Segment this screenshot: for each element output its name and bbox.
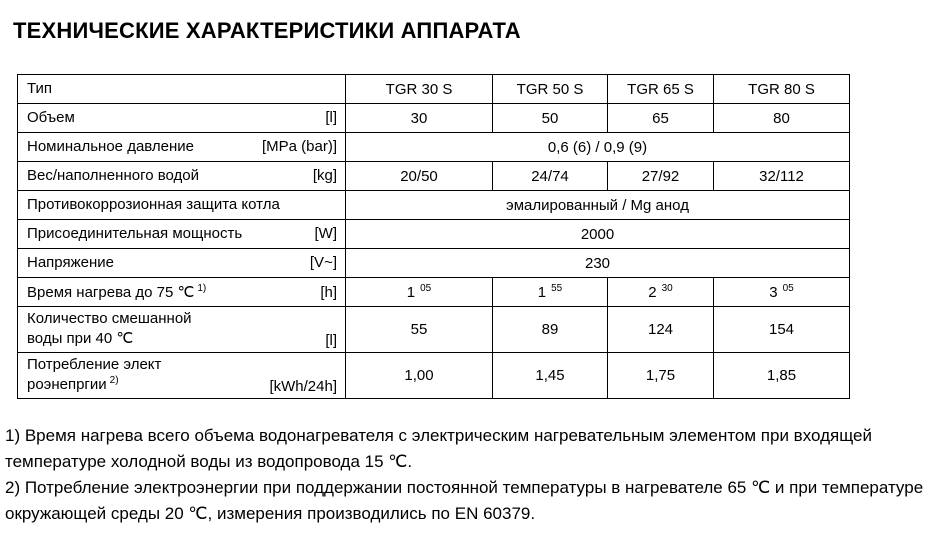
spec-table (17, 74, 850, 399)
spec-unit: [MPa (bar)] (261, 138, 337, 155)
table-row-volume (18, 104, 850, 133)
spec-value: 2 $^{30}$ (608, 278, 714, 307)
spec-label-cell (18, 162, 346, 191)
footnote-1: 1) Время нагрева всего объема водонагревателя с электрическим нагревательным элементом при входящей температуре холодной воды из водопровода 15 ℃. (5, 426, 872, 471)
spec-value: 230 (346, 249, 850, 278)
spec-label-cell (18, 220, 346, 249)
table-row-consumption (18, 353, 850, 399)
spec-label: Тип (27, 80, 53, 97)
spec-label: Количество смешанной воды при 40 ℃ (27, 310, 192, 347)
model-name: TGR 30 S (346, 75, 493, 104)
table-row-weight (18, 162, 850, 191)
spec-unit: [W] (314, 225, 337, 242)
table-row-pressure (18, 133, 850, 162)
spec-value: 30 (346, 104, 493, 133)
spec-value: 27/92 (608, 162, 714, 191)
page-title: ТЕХНИЧЕСКИЕ ХАРАКТЕРИСТИКИ АППАРАТА (13, 18, 521, 43)
spec-label-cell (18, 133, 346, 162)
spec-value: 1,00 (346, 353, 493, 399)
table-row-power (18, 220, 850, 249)
spec-label: Противокоррозионная защита котла (27, 196, 280, 213)
spec-value: 65 (608, 104, 714, 133)
spec-value: 80 (714, 104, 850, 133)
spec-value: 89 (493, 307, 608, 353)
spec-label-cell (18, 75, 346, 104)
spec-unit: [l] (325, 332, 337, 349)
spec-value: 1 $^{55}$ (493, 278, 608, 307)
spec-unit: [kWh/24h] (269, 378, 337, 395)
spec-value: 2000 (346, 220, 850, 249)
spec-label: Присоединительная мощность (27, 225, 243, 242)
table-row-type (18, 75, 850, 104)
spec-value: 154 (714, 307, 850, 353)
table-row-voltage (18, 249, 850, 278)
spec-value: 50 (493, 104, 608, 133)
spec-value: эмалированный / Mg анод (346, 191, 850, 220)
model-name: TGR 65 S (608, 75, 714, 104)
footnote-2: 2) Потребление электроэнергии при поддержании постоянной температуры в нагревателе 65 ℃ и при температуре окружающей среды 20 ℃, измерения производились по EN 60379. (5, 478, 924, 523)
table-row-mixed-water (18, 307, 850, 353)
spec-value: 1,75 (608, 353, 714, 399)
spec-label-cell (18, 191, 346, 220)
spec-value: 1,85 (714, 353, 850, 399)
spec-unit: [V~] (309, 254, 337, 271)
spec-label: Объем (27, 109, 75, 126)
footnote-ref-1: 1) (197, 282, 207, 294)
spec-value: 55 (346, 307, 493, 353)
spec-value: 32/112 (714, 162, 850, 191)
spec-label-cell (18, 307, 346, 353)
spec-label: Номинальное давление (27, 138, 195, 155)
spec-value: 0,6 (6) / 0,9 (9) (346, 133, 850, 162)
table-row-heatup-time (18, 278, 850, 307)
spec-label: Напряжение (27, 254, 114, 271)
spec-value: 24/74 (493, 162, 608, 191)
document-page (0, 18, 931, 544)
spec-label: Время нагрева до 75 ℃ $^{1)}$ (27, 282, 207, 301)
model-name: TGR 80 S (714, 75, 850, 104)
footnotes-block (5, 423, 925, 527)
spec-value: 1,45 (493, 353, 608, 399)
spec-unit: [h] (320, 283, 337, 301)
footnote-ref-2: 2) (109, 375, 119, 386)
spec-value: 20/50 (346, 162, 493, 191)
spec-label-cell (18, 353, 346, 399)
spec-label-cell (18, 249, 346, 278)
spec-value: 1 $^{05}$ (346, 278, 493, 307)
spec-unit: [l] (325, 109, 337, 126)
spec-label-cell (18, 104, 346, 133)
spec-value: 124 (608, 307, 714, 353)
spec-unit: [kg] (312, 167, 337, 184)
table-row-corrosion (18, 191, 850, 220)
spec-label-cell (18, 278, 346, 307)
model-name: TGR 50 S (493, 75, 608, 104)
spec-label: Потребление элект роэнепргии $^{2)}$ (27, 356, 162, 393)
spec-value: 3 $^{05}$ (714, 278, 850, 307)
spec-label: Вес/наполненного водой (27, 167, 200, 184)
